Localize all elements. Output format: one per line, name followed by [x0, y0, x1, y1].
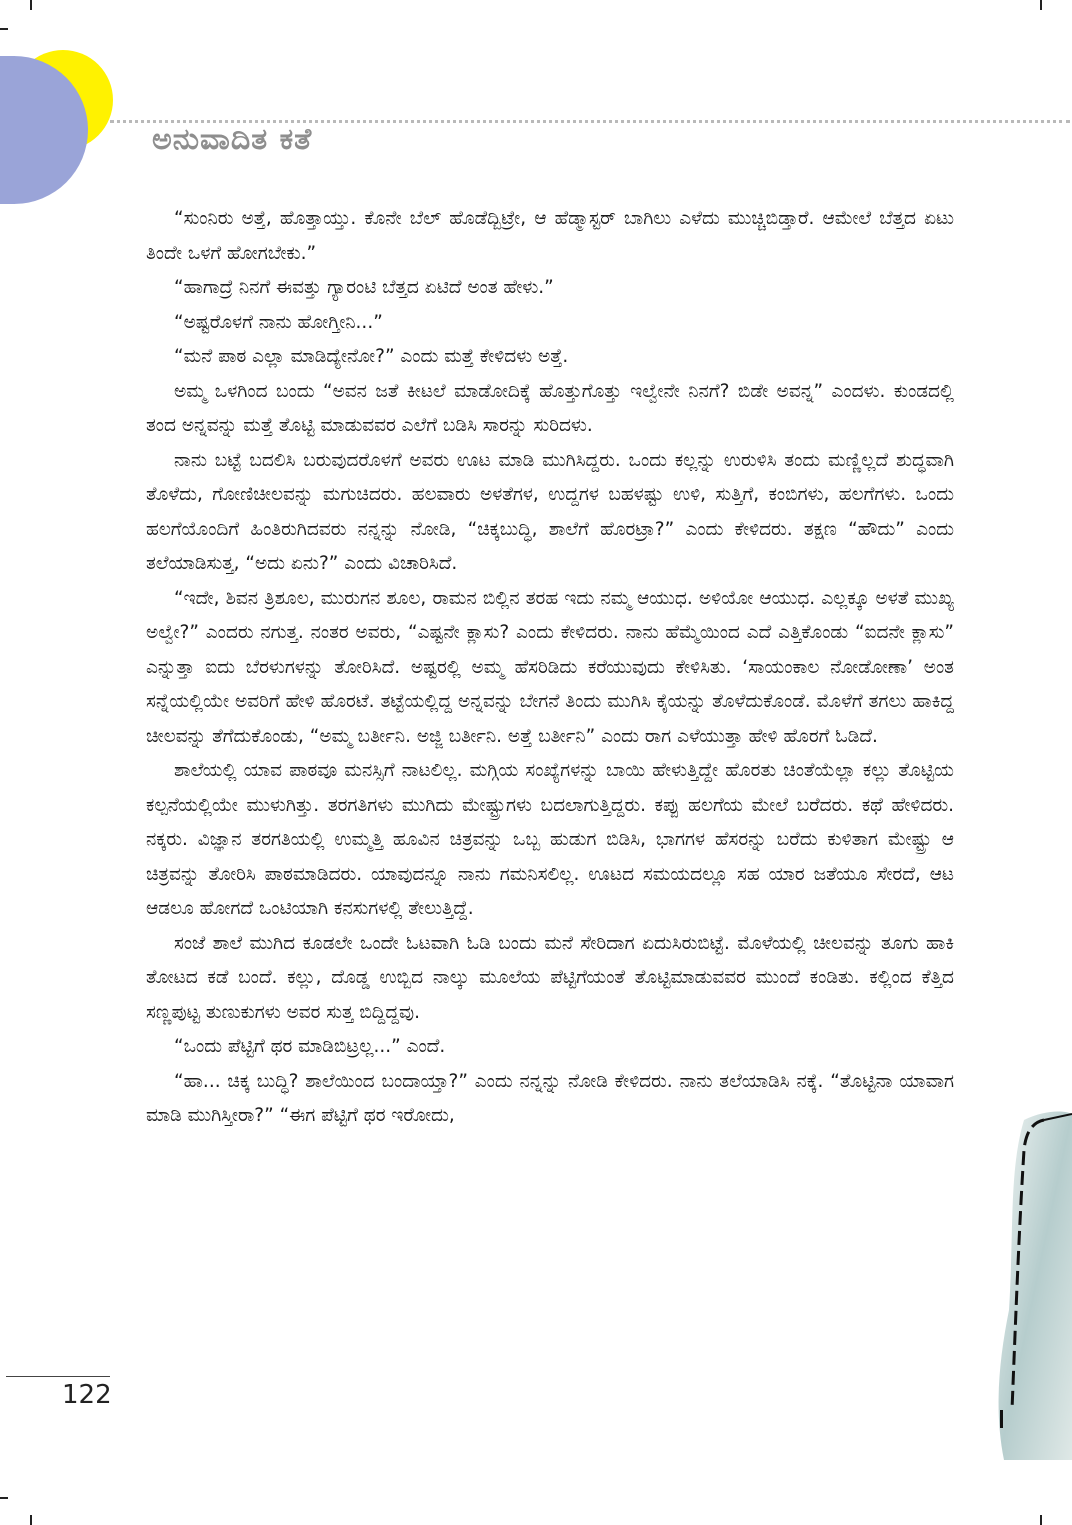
crop-mark-top-right	[1040, 0, 1042, 10]
illustration-fragment	[964, 1110, 1072, 1460]
decorative-circles	[0, 0, 120, 210]
paragraph: ಶಾಲೆಯಲ್ಲಿ ಯಾವ ಪಾಠವೂ ಮನಸ್ಸಿಗೆ ನಾಟಲಿಲ್ಲ. ಮಗ್ಗಿಯ ಸಂಖ್ಯೆಗಳನ್ನು ಬಾಯಿ ಹೇಳುತ್ತಿದ್ದೇ ಹೊರತು ಚಿಂತೆಯೆಲ್ಲಾ ಕಲ್ಲು ತೊಟ್ಟಿಯ ಕಲ್ಪನೆಯಲ್ಲಿಯೇ ಮುಳುಗಿತ್ತು. ತರಗತಿಗಳು ಮುಗಿದು ಮೇಷ್ಟ್ರುಗಳು ಬದಲಾಗುತ್ತಿದ್ದರು. ಕಪ್ಪು ಹಲಗೆಯ ಮೇಲೆ ಬರೆದರು. ಕಥೆ ಹೇಳಿದರು. ನಕ್ಕರು. ವಿಜ್ಞಾನ ತರಗತಿಯಲ್ಲಿ ಉಮ್ಮತ್ತಿ ಹೂವಿನ ಚಿತ್ರವನ್ನು ಒಬ್ಬ ಹುಡುಗ ಬಿಡಿಸಿ, ಭಾಗಗಳ ಹೆಸರನ್ನು ಬರೆದು ಕುಳಿತಾಗ ಮೇಷ್ಟ್ರು ಆ ಚಿತ್ರವನ್ನು ತೋರಿಸಿ ಪಾಠಮಾಡಿದರು. ಯಾವುದನ್ನೂ ನಾನು ಗಮನಿಸಲಿಲ್ಲ. ಊಟದ ಸಮಯದಲ್ಲೂ ಸಹ ಯಾರ ಜತೆಯೂ ಸೇರದೆ, ಆಟ ಆಡಲೂ ಹೋಗದೆ ಒಂಟಿಯಾಗಿ ಕನಸುಗಳಲ್ಲಿ ತೇಲುತ್ತಿದ್ದೆ.	[146, 760, 954, 919]
paragraph: “ಸುಂನಿರು ಅತ್ತೆ, ಹೊತ್ತಾಯ್ತು. ಕೊನೇ ಬೆಲ್ ಹೊಡೆದ್ಬಿಟ್ರೇ, ಆ ಹೆಡ್ಮಾಸ್ಟರ್ ಬಾಗಿಲು ಎಳೆದು ಮುಚ್ಚಿಬಿಡ್ತಾರೆ. ಆಮೇಲೆ ಬೆತ್ತದ ಏಟು ತಿಂದೇ ಒಳಗೆ ಹೋಗಬೇಕು.”	[146, 208, 954, 264]
crop-mark-left-bottom	[0, 1497, 8, 1499]
paragraph: “ಅಷ್ಟರೊಳಗೆ ನಾನು ಹೋಗ್ತೀನಿ...”	[174, 311, 383, 333]
paragraph: “ಮನೆ ಪಾಠ ಎಲ್ಲಾ ಮಾಡಿದ್ಯೇನೋ?” ಎಂದು ಮತ್ತೆ ಕೇಳಿದಳು ಅತ್ತೆ.	[174, 346, 569, 367]
watercolor-wash	[999, 1112, 1072, 1460]
crop-mark-bottom-left	[30, 1515, 32, 1525]
story-body	[146, 202, 954, 1134]
paragraph: ನಾನು ಬಟ್ಟೆ ಬದಲಿಸಿ ಬರುವುದರೊಳಗೆ ಅವರು ಊಟ ಮಾಡಿ ಮುಗಿಸಿದ್ದರು. ಒಂದು ಕಲ್ಲನ್ನು ಉರುಳಿಸಿ ತಂದು ಮಣ್ಣಿಲ್ಲದೆ ಶುದ್ಧವಾಗಿ ತೊಳೆದು, ಗೋಣಿಚೀಲವನ್ನು ಮಗುಚಿದರು. ಹಲವಾರು ಅಳತೆಗಳ, ಉದ್ದಗಳ ಬಹಳಷ್ಟು ಉಳಿ, ಸುತ್ತಿಗೆ, ಕಂಬಿಗಳು, ಹಲಗೆಗಳು. ಒಂದು ಹಲಗೆಯೊಂದಿಗೆ ಹಿಂತಿರುಗಿದವರು ನನ್ನನ್ನು ನೋಡಿ, “ಚಿಕ್ಕಬುದ್ಧಿ, ಶಾಲೆಗೆ ಹೊರಟ್ರಾ?” ಎಂದು ಕೇಳಿದರು. ತಕ್ಷಣ “ಹೌದು” ಎಂದು ತಲೆಯಾಡಿಸುತ್ತ, “ಅದು ಏನು?” ಎಂದು ವಿಚಾರಿಸಿದೆ.	[146, 449, 954, 574]
crop-mark-bottom-right	[1040, 1515, 1042, 1525]
paragraph: ಅಮ್ಮ ಒಳಗಿಂದ ಬಂದು “ಅವನ ಜತೆ ಕೀಟಲೆ ಮಾಡೋದಿಕ್ಕೆ ಹೊತ್ತುಗೊತ್ತು ಇಲ್ವೇನೇ ನಿನಗೆ? ಬಿಡೇ ಅವನ್ನ” ಎಂದಳು. ಕುಂಡದಲ್ಲಿ ತಂದ ಅನ್ನವನ್ನು ಮತ್ತೆ ತೊಟ್ಟಿ ಮಾಡುವವರ ಎಲೆಗೆ ಬಡಿಸಿ ಸಾರನ್ನು ಸುರಿದಳು.	[146, 380, 954, 436]
section-title: ಅನುವಾದಿತ ಕತೆ	[152, 122, 313, 157]
paragraph: “ಒಂದು ಪೆಟ್ಟಿಗೆ ಥರ ಮಾಡಿಬಿಟ್ರಲ್ಲ...” ಎಂದೆ.	[174, 1036, 446, 1057]
paragraph: “ಹಾಗಾದ್ರೆ ನಿನಗೆ ಈವತ್ತು ಗ್ಯಾರಂಟಿ ಬೆತ್ತದ ಏಟಿದೆ ಅಂತ ಹೇಳು.”	[174, 277, 554, 298]
page-number: 122	[62, 1380, 112, 1410]
blue-left-edge	[0, 56, 15, 204]
page-number-rule	[6, 1376, 110, 1377]
paragraph: “ಹಾ... ಚಿಕ್ಕ ಬುದ್ಧಿ? ಶಾಲೆಯಿಂದ ಬಂದಾಯ್ತಾ?” ಎಂದು ನನ್ನನ್ನು ನೋಡಿ ಕೇಳಿದರು. ನಾನು ತಲೆಯಾಡಿಸಿ ನಕ್ಕೆ. “ತೊಟ್ಟಿನಾ ಯಾವಾಗ ಮಾಡಿ ಮುಗಿಸ್ತೀರಾ?” “ಈಗ ಪೆಟ್ಟಿಗೆ ಥರ ಇರೋದು,	[146, 1070, 954, 1126]
paragraph: ಸಂಜೆ ಶಾಲೆ ಮುಗಿದ ಕೂಡಲೇ ಒಂದೇ ಓಟವಾಗಿ ಓಡಿ ಬಂದು ಮನೆ ಸೇರಿದಾಗ ಏದುಸಿರುಬಿಟ್ಟೆ. ಮೊಳೆಯಲ್ಲಿ ಚೀಲವನ್ನು ತೂಗು ಹಾಕಿ ತೋಟದ ಕಡೆ ಬಂದೆ. ಕಲ್ಲು, ದೊಡ್ಡ ಉಬ್ಬಿದ ನಾಲ್ಕು ಮೂಲೆಯ ಪೆಟ್ಟಿಗೆಯಂತೆ ತೊಟ್ಟಿಮಾಡುವವರ ಮುಂದೆ ಕಂಡಿತು. ಕಲ್ಲಿಂದ ಕೆತ್ತಿದ ಸಣ್ಣಪುಟ್ಟ ತುಣುಕುಗಳು ಅವರ ಸುತ್ತ ಬಿದ್ದಿದ್ದವು.	[146, 932, 954, 1023]
paragraph: “ಇದೇ, ಶಿವನ ತ್ರಿಶೂಲ, ಮುರುಗನ ಶೂಲ, ರಾಮನ ಬಿಲ್ಲಿನ ತರಹ ಇದು ನಮ್ಮ ಆಯುಧ. ಅಳಿಯೋ ಆಯುಧ. ಎಲ್ಲಕ್ಕೂ ಅಳತೆ ಮುಖ್ಯ ಅಲ್ವೇ?” ಎಂದರು ನಗುತ್ತ. ನಂತರ ಅವರು, “ಎಷ್ಟನೇ ಕ್ಲಾಸು? ಎಂದು ಕೇಳಿದರು. ನಾನು ಹೆಮ್ಮೆಯಿಂದ ಎದೆ ಎತ್ತಿಕೊಂಡು “ಐದನೇ ಕ್ಲಾಸು” ಎನ್ನುತ್ತಾ ಐದು ಬೆರಳುಗಳನ್ನು ತೋರಿಸಿದೆ. ಅಷ್ಟರಲ್ಲಿ ಅಮ್ಮ ಹೆಸರಿಡಿದು ಕರೆಯುವುದು ಕೇಳಿಸಿತು. ‘ಸಾಯಂಕಾಲ ನೋಡೋಣಾ’ ಅಂತ ಸನ್ನೆಯಲ್ಲಿಯೇ ಅವರಿಗೆ ಹೇಳಿ ಹೊರಟೆ. ತಟ್ಟೆಯಲ್ಲಿದ್ದ ಅನ್ನವನ್ನು ಬೇಗನೆ ತಿಂದು ಮುಗಿಸಿ ಕೈಯನ್ನು ತೊಳೆದುಕೊಂಡೆ. ಮೊಳೆಗೆ ತಗಲು ಹಾಕಿದ್ದ ಚೀಲವನ್ನು ತೆಗೆದುಕೊಂಡು, “ಅಮ್ಮ ಬರ್ತೀನಿ. ಅಜ್ಜಿ ಬರ್ತೀನಿ. ಅತ್ತೆ ಬರ್ತೀನಿ” ಎಂದು ರಾಗ ಎಳೆಯುತ್ತಾ ಹೇಳಿ ಹೊರಗೆ ಓಡಿದೆ.	[146, 587, 954, 747]
ink-mark	[1000, 1410, 1003, 1428]
